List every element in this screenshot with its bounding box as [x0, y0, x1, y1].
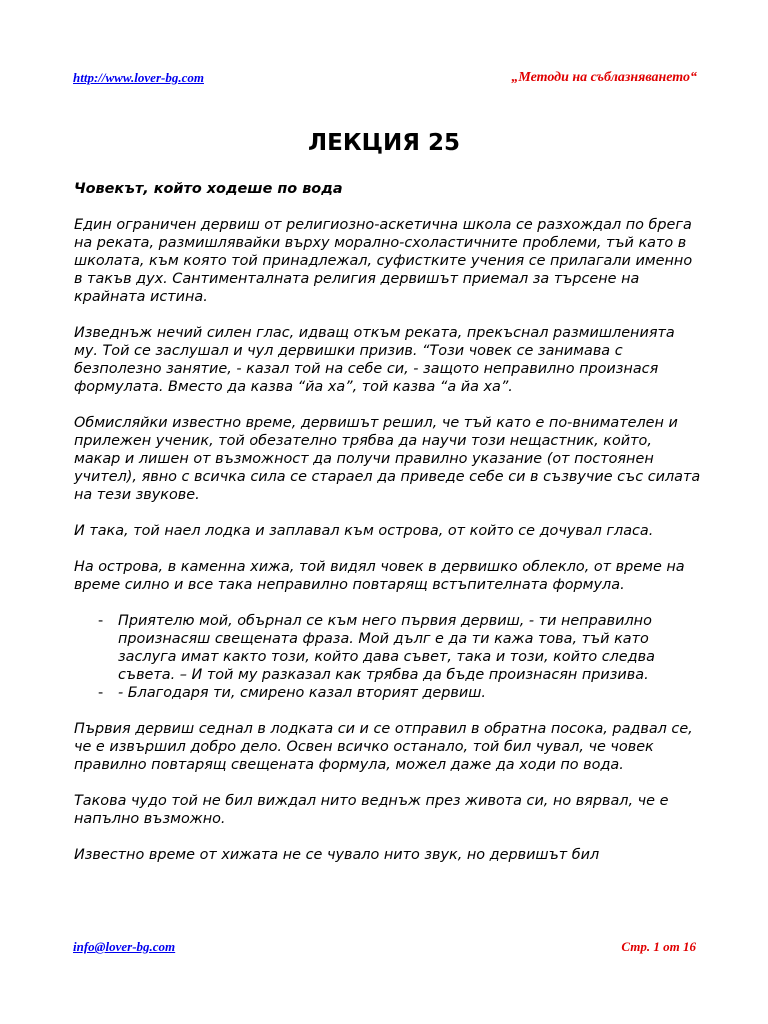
lecture-title: ЛЕКЦИЯ 25 [308, 130, 460, 156]
document-body [74, 180, 702, 882]
story-title: Човекът, който ходеше по вода [74, 181, 343, 197]
paragraph: Обмисляйки известно време, дервишът решил, че тъй като е по-внимателен и прилежен ученик, той обезателно трябва да научи този нещастник, който, макар и лишен от възможност да получи правилно указание (от постоянен учител), явно с всичка сила се стараел да приведе себе си в съзвучие със силата на тези звукове. [74, 415, 701, 503]
paragraph: Първия дервиш седнал в лодката си и се отправил в обратна посока, радвал се, че е извършил добро дело. Освен всичко останало, той бил чувал, че човек правилно повтарящ свещената формула, можел даже да ходи по вода. [74, 721, 693, 773]
site-link[interactable]: http://www.lover-bg.com [73, 70, 204, 85]
page-number: Стр. 1 от 16 [621, 939, 696, 954]
book-title: „Методи на съблазняването“ [511, 70, 697, 85]
paragraph: Изведнъж нечий силен глас, идващ откъм реката, прекъснал размишленията му. Той се заслушал и чул дервишки призив. “Този човек се занимава с безполезно занятие, - казал той на себе си, - защото неправилно произнася формулата. Вместо да казва “йа ха”, той казва “а йа ха”. [74, 325, 675, 395]
paragraph: На острова, в каменна хижа, той видял човек в дервишко облекло, от време на време силно и все така неправилно повтарящ встъпителната формула. [74, 559, 685, 593]
dialog-text: - Благодаря ти, смирено казал вторият дервиш. [118, 685, 486, 701]
dialog-list [74, 612, 702, 702]
email-link[interactable]: info@lover-bg.com [73, 939, 176, 954]
dialog-item [74, 612, 702, 684]
dialog-dash: - [98, 685, 104, 701]
dialog-item [74, 684, 702, 702]
paragraph: Един ограничен дервиш от религиозно-аскетична школа се разхождал по брега на реката, размишлявайки върху морално-схоластичните проблеми, тъй като в школата, към която той принадлежал, суфистките учения се прилагали именно в такъв дух. Сантименталната религия дервишът приемал за търсене на крайната истина. [74, 217, 693, 305]
paragraph: Известно време от хижата не се чувало нито звук, но дервишът бил [74, 847, 600, 863]
paragraph: И така, той наел лодка и заплавал към острова, от който се дочувал гласа. [74, 523, 654, 539]
dialog-text: Приятелю мой, обърнал се към него първия дервиш, - ти неправилно произнасяш свещената фраза. Мой дълг е да ти кажа това, тъй като заслуга имат както този, който дава съвет, така и този, който следва съвета. – И той му разказал как трябва да бъде произнасян призива. [118, 613, 655, 683]
paragraph: Такова чудо той не бил виждал нито веднъж през живота си, но вярвал, че е напълно възможно. [74, 793, 669, 827]
dialog-dash: - [98, 613, 104, 629]
